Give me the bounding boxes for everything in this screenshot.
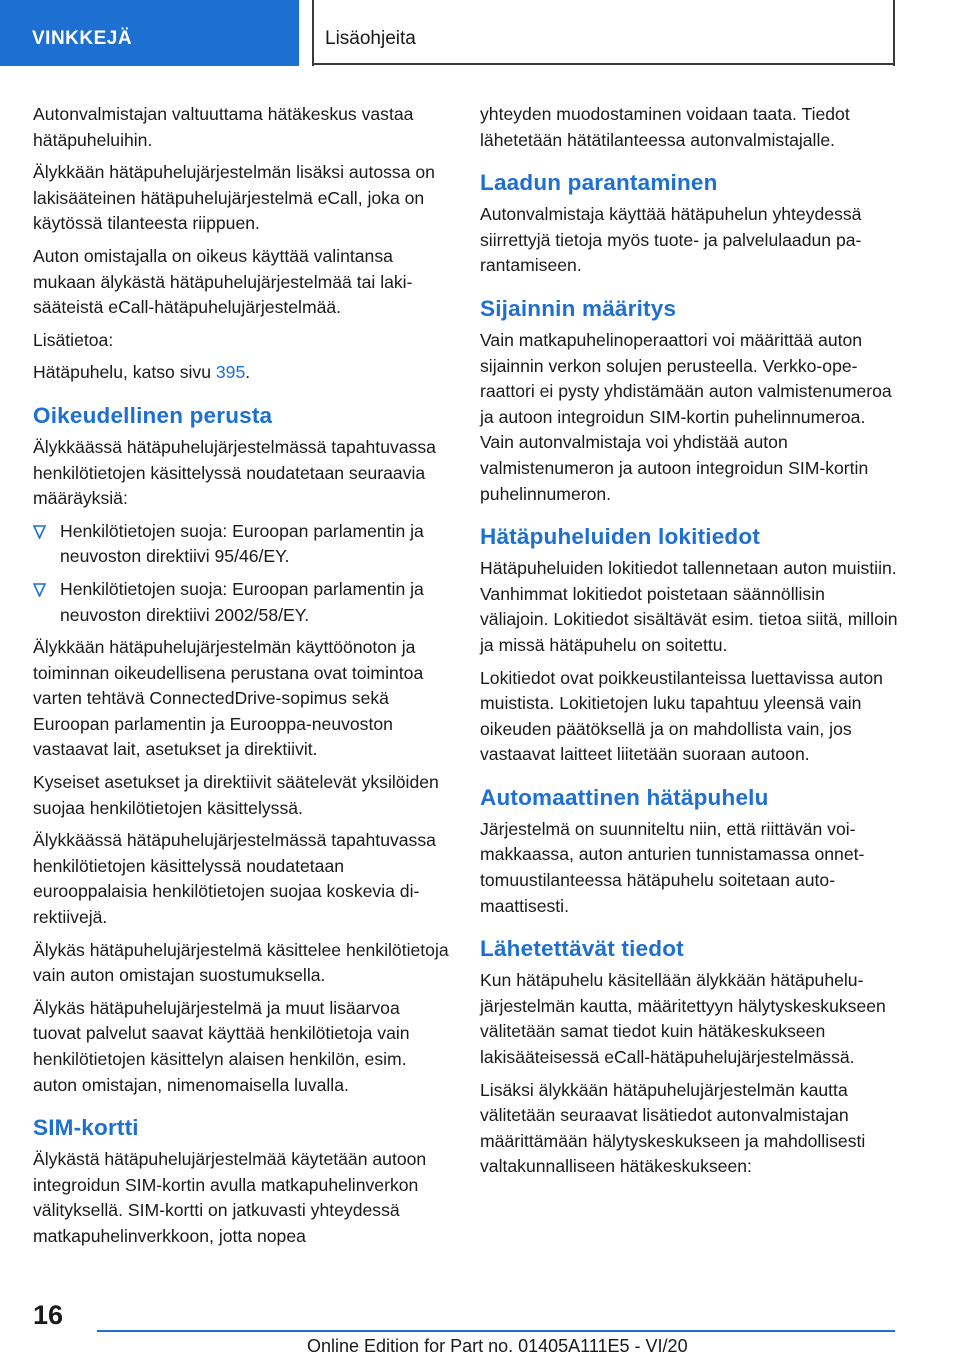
cross-reference xyxy=(33,360,451,386)
section-label: VINKKEJÄ xyxy=(32,28,133,49)
paragraph: Kun hätäpuhelu käsitellään älykkään hätäpuhelujärjestelmän kautta, määritettyyn hälytyskeskukseen välitetään samat tiedot kuin hätäkeskukseen lakisääteisessä eCall-hätäpuhelujärjestelmässä. xyxy=(480,970,886,1068)
paragraph: Älykäs hätäpuhelujärjestelmä ja muut lisäarvoa tuovat palvelut saavat käyttää henkilötietoja vain henkilötietojen käsittelyn alaisen henkilön, esim. auton omistajan, nimenomaisella luvalla. xyxy=(33,997,410,1095)
heading-legal-basis: Oikeudellinen perusta xyxy=(33,402,273,428)
header-rule xyxy=(312,63,895,65)
paragraph: Lokitiedot ovat poikkeustilanteissa luettavissa auton muistista. Lokitietojen luku tapahtuu yleensä vain oikeuden päätöksellä ja on mahdollista vain, jos vastaavat laitteet liitetään suoraan autoon. xyxy=(480,667,883,765)
paragraph: Lisätietoa: xyxy=(33,329,114,350)
paragraph: Älykkäässä hätäpuhelujärjestelmässä tapahtuvassa henkilötietojen käsittelyssä noudatetaan seuraavia määräyksiä: xyxy=(33,436,436,509)
footer-rule xyxy=(97,1330,895,1332)
heading-call-logs: Hätäpuheluiden lokitiedot xyxy=(480,524,761,550)
heading-location: Sijainnin määritys xyxy=(480,295,677,321)
list-item xyxy=(33,519,451,570)
list-item-text: Henkilötietojen suoja: Euroopan parlamentin ja neuvoston direktiivi 95/46/EY. xyxy=(60,520,424,567)
heading-transmitted-data: Lähetettävät tiedot xyxy=(480,936,684,962)
chapter-title: Lisäohjeita xyxy=(325,28,416,49)
heading-sim-card: SIM-kortti xyxy=(33,1115,139,1141)
triangle-bullet-icon xyxy=(33,525,46,539)
paragraph: Auton omistajalla on oikeus käyttää valintansa mukaan älykästä hätäpuhelujärjestelmää tai lakisääteistä eCall-hätäpuhelujärjestelmää. xyxy=(33,245,413,318)
header-divider xyxy=(312,0,314,66)
page-header xyxy=(0,0,960,66)
paragraph: Autonvalmistajan valtuuttama hätäkeskus vastaa hätäpuheluihin. xyxy=(33,104,414,150)
header-rule-end xyxy=(893,0,895,66)
paragraph: Älykästä hätäpuhelujärjestelmää käytetään autoon integroidun SIM-kortin avulla matkapuhelinverkon välityksellä. SIM-kortti on jatkuvasti yhteydessä matkapuhelinverkkoon, jotta nopea xyxy=(33,1149,427,1246)
paragraph: yhteyden muodostaminen voidaan taata. Tiedot lähetetään hätätilanteessa autonvalmistajalle. xyxy=(480,104,850,150)
left-column xyxy=(33,102,451,1257)
section-tab xyxy=(0,0,299,66)
directive-list xyxy=(33,519,451,628)
paragraph: Älykkään hätäpuhelujärjestelmän lisäksi autossa on lakisääteinen hätäpuhelujärjestelmä eCall, joka on käytössä tilanteesta riippuen. xyxy=(33,162,435,234)
page-number: 16 xyxy=(33,1300,64,1330)
cross-reference-end: . xyxy=(245,362,251,383)
heading-quality-improvement: Laadun parantaminen xyxy=(480,170,718,196)
list-item xyxy=(33,577,451,628)
right-column xyxy=(480,102,898,1187)
paragraph: Älykäs hätäpuhelujärjestelmä käsittelee henkilötietoja vain auton omistajan suostumuksella. xyxy=(33,939,449,986)
cross-reference-text: Hätäpuhelu, katso sivu xyxy=(33,362,216,383)
paragraph: Älykkäässä hätäpuhelujärjestelmässä tapahtuvassa henkilötietojen käsittelyssä noudatetaan eurooppalaisia henkilötietojen suojaa koskevia direktiivejä. xyxy=(33,830,436,928)
triangle-bullet-icon xyxy=(33,583,46,597)
paragraph: Hätäpuheluiden lokitiedot tallennetaan auton muistiin. Vanhimmat lokitiedot poistetaan säännöllisin väliajoin. Lokitiedot sisältävät esim. tietoa siitä, milloin ja missä hätäpuhelu on soitettu. xyxy=(480,558,898,655)
paragraph: Järjestelmä on suunniteltu niin, että riittävän voimakkaassa, auton anturien tunnistamassa onnettomuustilanteessa hätäpuhelu soitetaan automaattisesti. xyxy=(480,818,865,916)
heading-automatic-call: Automaattinen hätäpuhelu xyxy=(480,784,769,810)
paragraph: Kyseiset asetukset ja direktiivit säätelevät yksilöiden suojaa henkilötietojen käsittelyssä. xyxy=(33,772,439,818)
list-item-text: Henkilötietojen suoja: Euroopan parlamentin ja neuvoston direktiivi 2002/58/EY. xyxy=(60,578,424,625)
paragraph: Autonvalmistaja käyttää hätäpuhelun yhteydessä siirrettyjä tietoja myös tuote- ja palvelulaadun parantamiseen. xyxy=(480,204,862,276)
paragraph: Vain matkapuhelinoperaattori voi määrittää auton sijainnin verkon solujen perusteella. Verkko-operaattori ei pysty yhdistämään auton valmistenumeroa ja autoon integroidun SIM-kortin puhelinnumeroa. Vain autonvalmistaja voi yhdistää auton valmistenumeron ja autoon integroidun SIM-kortin puhelinnumeron. xyxy=(480,329,892,504)
paragraph: Älykkään hätäpuhelujärjestelmän käyttöönoton ja toiminnan oikeudellisena perustana ovat toimintoa varten tehtävä ConnectedDrive-sopimus sekä Euroopan parlamentin ja Eurooppa-neuvoston vastaavat lait, asetukset ja direktiivit. xyxy=(33,637,424,760)
page-link[interactable]: 395 xyxy=(215,362,246,383)
paragraph: Lisäksi älykkään hätäpuhelujärjestelmän kautta välitetään seuraavat lisätiedot autonvalmistajan määrittämään hälytyskeskukseen ja mahdollisesti valtakunnalliseen hätäkeskukseen: xyxy=(480,1079,866,1177)
edition-info: Online Edition for Part no. 01405A111E5 - VI/20 xyxy=(307,1336,688,1356)
